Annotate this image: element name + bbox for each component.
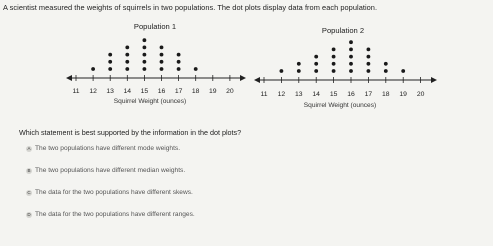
- plot2-dot: [349, 48, 353, 52]
- plot2-tick-label: 13: [295, 91, 303, 98]
- plot1-dot: [125, 60, 129, 64]
- plot1-tick-label: 17: [174, 88, 183, 95]
- plot1-dot: [177, 60, 181, 64]
- plot2-dot: [332, 55, 336, 59]
- plot2-dot: [367, 62, 371, 66]
- plot1-tick-label: 13: [106, 88, 114, 95]
- plot2-dot: [332, 62, 336, 66]
- plot2-dot: [280, 69, 284, 73]
- choice-c-text: The data for the two populations have different skews.: [35, 189, 193, 196]
- plot1-axis-arrow-right: [240, 75, 246, 81]
- choice-d-text: The data for the two populations have different ranges.: [35, 211, 195, 218]
- plot2-dot: [367, 48, 371, 52]
- plot2-dot: [349, 69, 353, 73]
- plot1-dot: [108, 53, 112, 57]
- plot2-tick-label: 19: [399, 91, 407, 98]
- plot1-dot: [125, 46, 129, 50]
- plot2-dot: [384, 62, 388, 66]
- choice-b-radio[interactable]: B: [27, 167, 31, 173]
- choice-d-radio[interactable]: D: [27, 211, 31, 217]
- plot2-dot: [297, 62, 301, 66]
- plot1-tick-label: 19: [209, 88, 217, 95]
- plot1-x-label: Squirrel Weight (ounces): [113, 98, 187, 105]
- plot1-tick-label: 14: [123, 88, 132, 95]
- plot1-dot: [125, 53, 129, 57]
- plot1-tick-label: 12: [89, 88, 97, 95]
- plot1-tick-label: 11: [72, 88, 80, 95]
- plot2-tick-label: 15: [329, 91, 338, 98]
- plot1-dot: [177, 53, 181, 57]
- plot1-tick-label: 16: [157, 88, 166, 95]
- plot1-axis-arrow-left: [66, 75, 72, 81]
- plot2-dot: [401, 69, 405, 73]
- plot1-dot: [108, 60, 112, 64]
- choice-b-text: The two populations have different median weights.: [35, 167, 186, 174]
- plot1-title: Population 1: [133, 22, 177, 31]
- plot2-dot: [349, 62, 353, 66]
- plot1-dot: [177, 67, 181, 71]
- plot1-tick-label: 18: [191, 88, 200, 95]
- plot1-tick-label: 20: [226, 88, 234, 95]
- choice-c[interactable]: [26, 189, 193, 196]
- plot2-dot: [297, 69, 301, 73]
- plot1-dot: [160, 67, 164, 71]
- plot1-dot: [91, 67, 95, 71]
- plot2-dot: [349, 55, 353, 59]
- plot2-tick-label: 18: [382, 91, 390, 98]
- question-intro: A scientist measured the weights of squirrels in two populations. The dot plots display data from each population.: [3, 3, 378, 12]
- plot2-tick-label: 11: [260, 91, 268, 98]
- plot1-dot: [160, 60, 164, 64]
- plot1-dot: [143, 46, 147, 50]
- plot2-tick-label: 17: [364, 91, 373, 98]
- plot1-dot: [125, 67, 129, 71]
- plot2-x-label: Squirrel Weight (ounces): [303, 102, 377, 109]
- choice-a-radio[interactable]: A: [27, 145, 31, 151]
- choice-a-text: The two populations have different mode weights.: [35, 145, 181, 152]
- plot1-dot: [143, 38, 147, 42]
- choice-d[interactable]: [26, 211, 195, 218]
- plot2-dot: [349, 40, 353, 44]
- plot2-axis-arrow-left: [254, 77, 260, 83]
- plot2-tick-label: 20: [416, 91, 425, 98]
- plot2-dot: [332, 69, 336, 73]
- choice-a[interactable]: [26, 145, 180, 152]
- plot1-dot: [143, 53, 147, 57]
- plot1-dot: [194, 67, 198, 71]
- plot2-dot: [314, 69, 318, 73]
- plot1-dot: [143, 67, 147, 71]
- plot2-axis-arrow-right: [431, 77, 437, 83]
- choice-b[interactable]: [26, 167, 185, 174]
- plot2-dot: [332, 48, 336, 52]
- plot1-dot: [160, 53, 164, 57]
- choice-c-radio[interactable]: C: [27, 189, 31, 195]
- plot2-tick-label: 16: [347, 91, 355, 98]
- plot2-dot: [367, 55, 371, 59]
- plot2-dot: [314, 55, 318, 59]
- plot2-dot: [367, 69, 371, 73]
- question-prompt: Which statement is best supported by the information in the dot plots?: [19, 128, 242, 137]
- plot1-dot: [108, 67, 112, 71]
- plot1-dot: [160, 46, 164, 50]
- plot1-dot: [143, 60, 147, 64]
- plot2-dot: [314, 62, 318, 66]
- plot2-tick-label: 14: [312, 91, 320, 98]
- plot2-tick-label: 12: [277, 91, 286, 98]
- plot2-title: Population 2: [321, 26, 365, 35]
- plot2-dot: [384, 69, 388, 73]
- plot1-tick-label: 15: [140, 88, 149, 95]
